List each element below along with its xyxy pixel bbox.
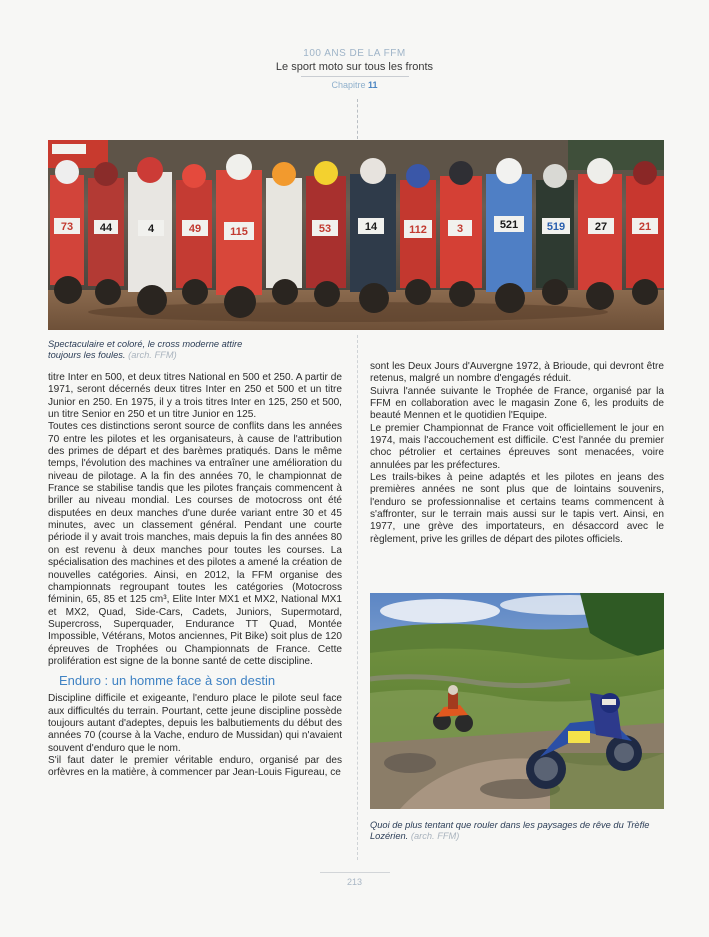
bike-number: 73 (60, 221, 74, 233)
right-paragraph: sont les Deux Jours d'Auvergne 1972, à Brioude, qui devront être retenus, malgré un nombre d'engagés réduit. (370, 361, 664, 385)
left-paragraph: Discipline difficile et exigeante, l'enduro place le pilote seul face aux difficultés du terrain. Pourtant, cette jeune discipline possède toujours autant d'adeptes, depuis les balbutiements du début des années 70 (course à la Vache, enduro de Mussidan) qui n'avaient souvent d'enduro que le nom. (48, 693, 342, 754)
header-rule (301, 76, 409, 77)
running-header (0, 48, 709, 91)
chapter-label (0, 79, 709, 91)
right-paragraph: Le premier Championnat de France voit officiellement le jour en 1974, mais l'accouchement est difficile. C'est l'année du premier choc pétrolier et certaines épreuves sont menacées, voire annulées par les préfectures. (370, 422, 664, 471)
bike-number: 3 (456, 223, 464, 235)
motocross-photo (48, 140, 664, 330)
bike-number: 14 (364, 221, 378, 233)
column-divider-top (357, 99, 358, 139)
photo2-caption-text: Quoi de plus tentant que rouler dans les paysages de rêve du Trèfle Lozérien. (370, 820, 650, 841)
right-column (370, 361, 664, 546)
left-paragraph: Toutes ces distinctions seront source de conflits dans les années 70 entre les pilotes et les organisateurs, à cause de l'attribution des primes de départ et des barèmes pratiqués. Dans le même temps, l'évolution des machines va entraîner une amélioration du niveau de pilotage. A la fin des années 70, le championnat de France se stabilise tandis que les pilotes français commencent à briller au niveau mondial. Les courses de motocross ont été disputées en deux manches d'une durée variant entre 30 et 45 minutes, avec un classement général. Pendant une courte période il y avait trois manches, mais depuis la fin des années 80 on est revenu à deux manches pour toutes les courses. La spécialisation des machines et des pilotes a amené la création de nouvelles catégories. Ainsi, en 2012, la FFM organise des championnats regroupant toutes les catégories (Motocross féminin, 65, 85 et 125 cm³, Elite Inter MX1 et MX2, National MX1 et MX2, Quad, Side-Cars, Cadets, Juniors, Supermotard, Supercross, Superquader, Endurance TT Quad, Montée Impossible, Vétérans, Motos anciennes, Pit Bike) soit plus de 120 épreuves de Trophées ou Championnats de France. Cette prolifération est signe de la bonne santé de cette discipline. (48, 421, 342, 667)
bike-number: 53 (318, 223, 332, 235)
photo1-caption-text: Spectaculaire et coloré, le cross moderne attire toujours les foules. (48, 339, 243, 360)
left-paragraph: titre Inter en 500, et deux titres National en 500 et 250. A partir de 1971, seront décernés deux titres Inter en 250 et 500 et un titre Junior en 250. En 1975, il y a trois titres Inter en 125, 250 et 500, un titre Senior en 250 et un titre Junior en 125. (48, 372, 342, 421)
footer-rule (320, 872, 390, 873)
page-footer (0, 872, 709, 887)
column-divider (357, 335, 358, 860)
chapter-number: 11 (368, 80, 378, 90)
bike-number: 44 (99, 222, 113, 234)
photo2-credit: (arch. FFM) (410, 831, 460, 841)
chapter-word: Chapitre (331, 80, 366, 90)
bike-number: 4 (147, 223, 155, 235)
book-subtitle: Le sport moto sur tous les fronts (275, 61, 434, 73)
right-paragraph: Suivra l'année suivante le Trophée de France, organisé par la FFM en collaboration avec le magasin Zone 6, les produits de beauté Mennen et le quotidien l'Equipe. (370, 385, 664, 422)
left-paragraph: S'il faut dater le premier véritable enduro, organisé par des orfèvres en la matière, à commencer par Jean-Louis Figureau, ce (48, 754, 342, 779)
enduro-photo (370, 593, 664, 809)
bike-number: 21 (638, 221, 652, 233)
bike-number: 27 (594, 221, 608, 233)
right-paragraph: Les trails-bikes à peine adaptés et les pilotes en jeans des premières années ne sont plus que de lointains souvenirs, l'enduro se professionnalise et certains teams commencent à s'affronter, sur le terrain mais aussi sur le tapis vert. Ainsi, en 1977, une grève des importateurs, en désaccord avec le règlement, prive les grilles de départ des pilotes officiels. (370, 472, 664, 545)
bike-number: 519 (546, 221, 566, 233)
bike-number: 49 (188, 223, 202, 235)
photo1-caption (48, 339, 268, 361)
page-number: 213 (346, 877, 363, 887)
left-column (48, 372, 342, 780)
bike-number: 521 (499, 219, 519, 231)
bike-number: 115 (230, 226, 248, 238)
section-heading-enduro: Enduro : un homme face à son destin (59, 673, 276, 689)
photo1-credit: (arch. FFM) (128, 350, 177, 360)
bike-number: 112 (409, 224, 427, 236)
photo2-caption (370, 820, 664, 842)
book-title: 100 ANS DE LA FFM (303, 48, 406, 59)
